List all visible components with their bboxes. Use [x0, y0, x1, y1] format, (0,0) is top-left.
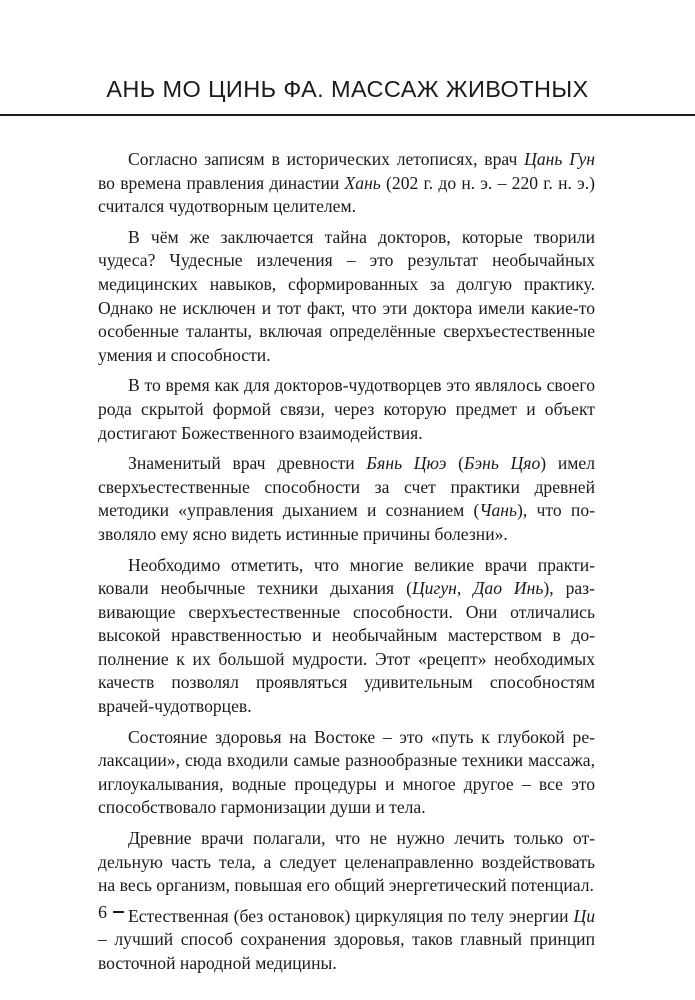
italic-term: Хань	[344, 172, 381, 193]
text-run: В чём же заключается тайна докторов, которые творили чудеса? Чудесные излечения – это результат необычайных медицинских навыков, сформированных за долгую практику. Однако не исключен и тот факт, что эти доктора имели какие-то особенные таланты, включая определённые сверхъестественные умения и способности.	[98, 226, 595, 365]
paragraph	[98, 148, 595, 219]
paragraph	[98, 726, 595, 820]
text-run: Согласно записям в исторических летописях, врач	[128, 149, 525, 169]
text-run: Знаменитый врач древности	[128, 453, 367, 474]
text-run: (202 г. до н. э. – 220 г. н. э.) считался чудотворным целителем.	[98, 172, 595, 217]
italic-term: Цигун, Дао Инь	[411, 578, 544, 599]
italic-term: Бянь Цюэ	[366, 453, 447, 474]
text-run: ), что позволяло ему ясно видеть истинные причины болезни».	[98, 500, 595, 544]
text-run: В то время как для докторов-чудотворцев это являлось своего рода скрытой формой связи, через которую предмет и объект достигают Божественного взаимодействия.	[98, 375, 595, 443]
italic-term: Чань	[479, 500, 518, 521]
text-run: во времена правления династии	[98, 172, 345, 193]
page-number-dash	[113, 911, 124, 914]
italic-term: Цань Гун	[524, 149, 595, 169]
text-run: Естественная (без остановок) циркуляция по телу энергии	[128, 905, 574, 926]
text-run: – лучший способ сохранения здоровья, таков главный принцип восточной народной медицины.	[98, 929, 595, 973]
body-text	[98, 148, 595, 976]
italic-term: Ци	[573, 905, 595, 926]
paragraph	[98, 554, 595, 719]
text-run: Необходимо отметить, что многие великие врачи практиковали необычные техники дыхания (	[98, 554, 595, 599]
running-header	[0, 0, 695, 116]
header-title: АНЬ МО ЦИНЬ ФА. МАССАЖ ЖИВОТНЫХ	[106, 76, 589, 102]
paragraph	[98, 905, 595, 976]
text-run: ) имел сверхъестественные способности за счет практики древней методики «управления дыханием и сознанием (	[98, 453, 595, 521]
paragraph	[98, 374, 595, 445]
page-footer	[98, 900, 124, 924]
text-run: Древние врачи полагали, что не нужно лечить только отдельную часть тела, а следует целенаправленно воздействовать на весь организм, повышая его общий энергетический потенциал.	[98, 828, 595, 896]
paragraph	[98, 226, 595, 368]
paragraph	[98, 452, 595, 546]
text-run: (	[446, 453, 464, 474]
text-run: Состояние здоровья на Востоке – это «путь к глубокой релаксации», сюда входили самые разнообразные техники массажа, иглоукалывания, водные процедуры и многое другое – все это способствовало гармонизации души и тела.	[98, 726, 595, 818]
paragraph	[98, 827, 595, 898]
italic-term: Бэнь Цяо	[464, 453, 541, 474]
page-number: 6	[98, 901, 107, 922]
header-rule	[0, 114, 695, 116]
text-run: ), развивающие сверхъестественные способности. Они отличались высокой нравственностью и необычайным мастерством в дополнение к их большой мудрости. Этот «рецепт» необходимых качеств позволял проявляться удивительным способностям врачей-чудотворцев.	[98, 578, 595, 717]
